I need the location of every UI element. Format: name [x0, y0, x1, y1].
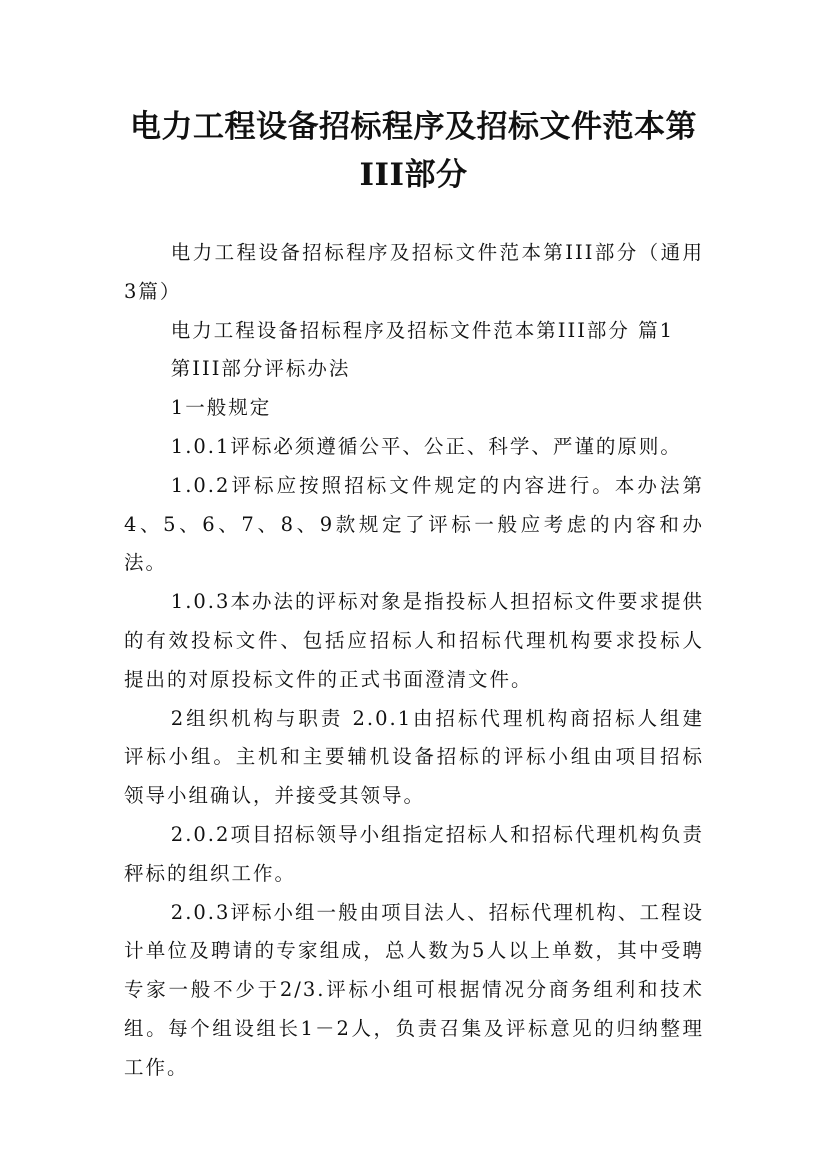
paragraph-2-0-2: 2.0.2项目招标领导小组指定招标人和招标代理机构负责秤标的组织工作。: [124, 822, 704, 885]
paragraph-intro: 电力工程设备招标程序及招标文件范本第III部分（通用3篇）: [124, 241, 704, 303]
paragraph-general-rules: 1一般规定: [170, 396, 272, 420]
paragraph-1-0-2: 1.0.2评标应按照招标文件规定的内容进行。本办法第4、5、6、7、8、9款规定了评标一般应考虑的内容和办法。: [124, 473, 704, 575]
paragraph-2-0-1: 2组织机构与职责 2.0.1由招标代理机构商招标人组建评标小组。主机和主要辅机设备招标的评标小组由项目招标领导小组确认，并接受其领导。: [124, 706, 704, 808]
title-line-1: 电力工程设备招标程序及招标文件范本第: [130, 109, 697, 145]
document-body: [124, 234, 704, 1088]
paragraph-section-title: 第III部分评标办法: [170, 357, 351, 381]
document-title: [100, 103, 727, 199]
paragraph-1-0-3: 1.0.3本办法的评标对象是指投标人担招标文件要求提供的有效投标文件、包括应招标人和招标代理机构要求投标人提出的对原投标文件的正式书面澄清文件。: [124, 590, 704, 691]
title-line-2: III部分: [359, 157, 468, 193]
paragraph-1-0-1: 1.0.1评标必须遵循公平、公正、科学、严谨的原则。: [170, 434, 682, 458]
paragraph-part-heading: 电力工程设备招标程序及招标文件范本第III部分 篇1: [170, 318, 675, 342]
paragraph-2-0-3: 2.0.3评标小组一般由项目法人、招标代理机构、工程设计单位及聘请的专家组成，总人数为5人以上单数，其中受聘专家一般不少于2/3.评标小组可根据情况分商务组利和技术组。每个组设组长1－2人，负责召集及评标意见的归纳整理工作。: [124, 900, 704, 1079]
